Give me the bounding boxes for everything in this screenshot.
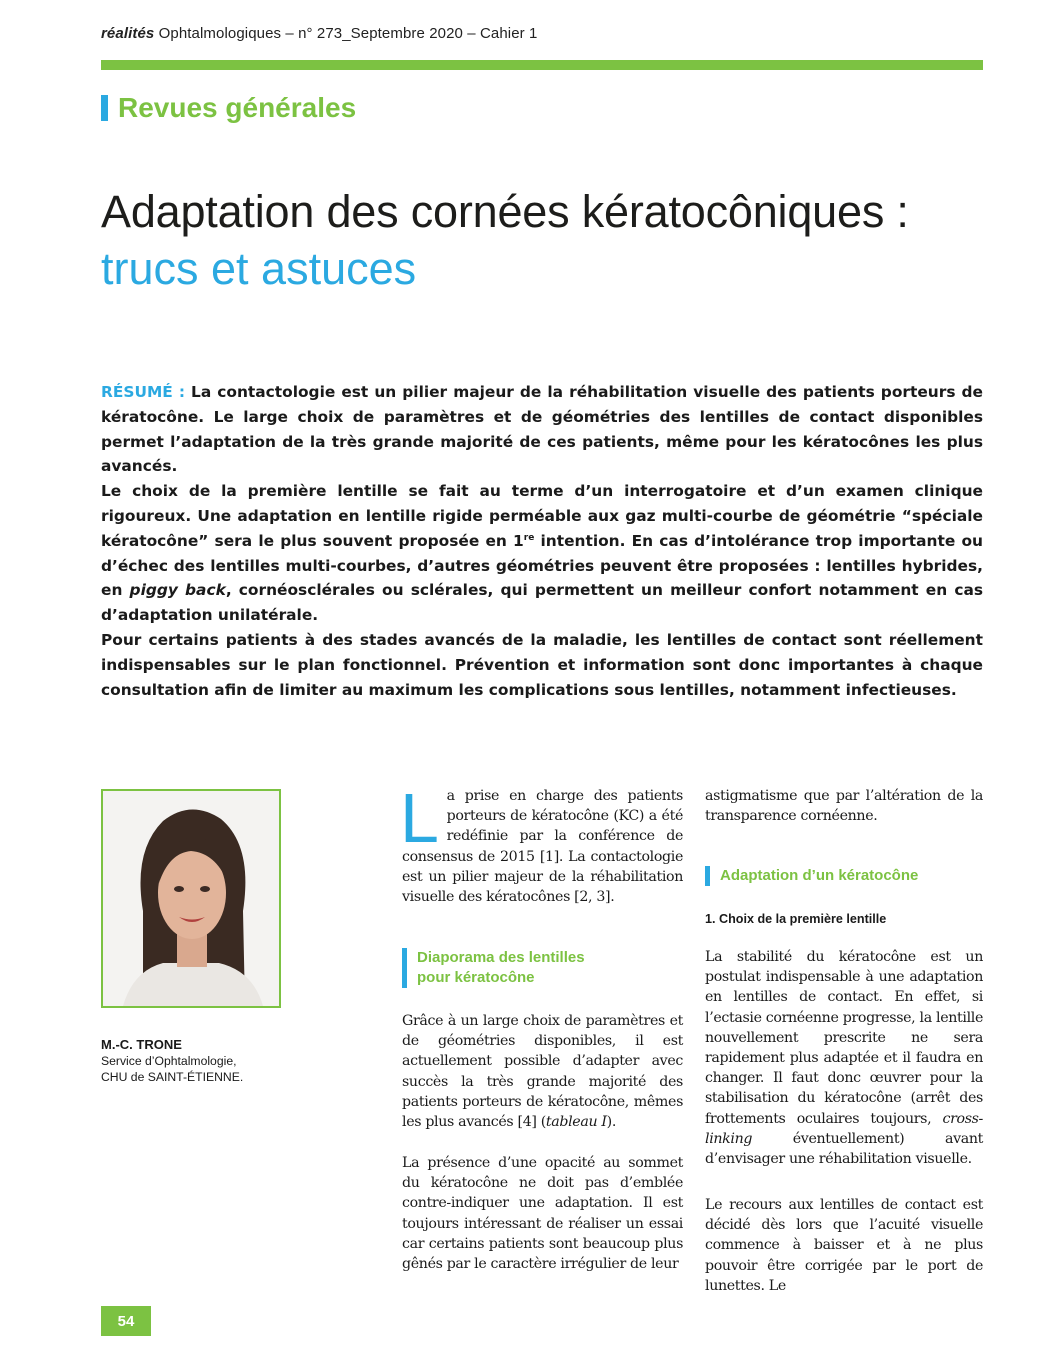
abstract-paragraph [101, 380, 983, 479]
abstract-text: , cornéosclérales ou sclérales, qui permettent un meilleur confort notamment en cas d’adaptation unilatérale. [101, 581, 983, 625]
body-paragraph: Le recours aux lentilles de contact est décidé dès lors que l’acuité visuelle commence à baisser et à ne plus pouvoir être corrigée par le port de lunettes. Le [705, 1197, 983, 1294]
cross-linking-term: cross-linking [705, 1110, 983, 1147]
abstract-paragraph: Pour certains patients à des stades avancés de la maladie, les lentilles de contact sont réellement indispensables sur le plan fonctionnel. Prévention et information sont donc importantes à chaque consultation afin de limiter au maximum les complications sous lentilles, notamment infectieuses. [101, 630, 983, 699]
running-header [101, 25, 537, 42]
body-paragraph: La présence d’une opacité au sommet du kératocône ne doit pas d’emblée contre-indiquer une adaptation. Il est toujours intéressant de réaliser un essai car certains patients sont beaucoup plus gênés par le caractère irrégulier de leur [402, 1155, 683, 1273]
abstract-text: La contactologie est un pilier majeur de la réhabilitation visuelle des patients porteurs de kératocône. Le large choix de paramètres et de géométries des lentilles de contact disponibles permet l’adaptation de la très grande majorité de ces patients, même pour les kératocônes les plus avancés. [101, 383, 983, 476]
subheading-diaporama [402, 948, 683, 988]
abstract-paragraph [101, 479, 983, 628]
journal-issue: Ophtalmologiques – n° 273_Septembre 2020 – Cahier 1 [154, 25, 538, 42]
subheading-text: Adaptation d’un kératocône [720, 867, 919, 884]
abstract [101, 380, 983, 702]
author-name: M.-C. TRONE [101, 1037, 182, 1052]
section-label-text: Revues générales [118, 92, 357, 123]
author-photo [101, 789, 281, 1008]
drop-cap: L [400, 779, 439, 857]
abstract-superscript: re [523, 532, 535, 543]
journal-brand: réalités [101, 25, 155, 42]
subsubheading: 1. Choix de la première lentille [705, 912, 887, 926]
section-label [101, 88, 356, 128]
article-subtitle: trucs et astuces [101, 243, 417, 294]
body-column-middle [400, 779, 683, 907]
header-rule [101, 60, 983, 70]
section-bar [101, 95, 108, 121]
subheading-bar [705, 866, 710, 886]
subheading [402, 948, 683, 988]
body-paragraph: Grâce à un large choix de paramètres et de géométries disponibles, il est actuellement possible d’adapter avec succès la très grande majorité des patients porteurs de kératocône, mêmes les plus avancés [4] (tableau I). [402, 1013, 683, 1131]
intro-text: a prise en charge des patients porteurs de kératocône (KC) a été redéfinie par la conférence de consensus de 2015 [1]. La contactologie est un pilier majeur de la réhabilitation visuelle des kératocônes [2, 3]. [402, 788, 683, 906]
subheading-bar [402, 948, 407, 988]
author-affiliation-hospital: CHU de SAINT-ÉTIENNE. [101, 1070, 244, 1084]
subheading [705, 866, 983, 886]
abstract-text: Le choix de la première lentille se fait au terme d’un interrogatoire et d’un examen clinique rigoureux. Une adaptation en lentille rigide perméable aux gaz multi-courbe de géométrie “spéciale kératocône” sera le plus souvent proposée en 1 [101, 482, 983, 550]
table-reference: tableau I [545, 1114, 607, 1131]
author-affiliation-service: Service d’Ophtalmologie, [101, 1054, 237, 1068]
body-paragraph: La stabilité du kératocône est un postulat indispensable à une adaptation en lentilles de contact. En effet, si l’ectasie cornéenne progresse, la lentille nouvellement prescrite ne sera rapidement plus adaptée et il faudra en changer. Il faut donc œuvrer pour la stabilisation du kératocône (arrêt des frottements oculaires toujours, cross-linking éventuellement) avant d’envisager une réhabilitation visuelle. [705, 949, 983, 1168]
intro-paragraph [400, 779, 683, 907]
subheading-adaptation [705, 866, 983, 886]
abstract-emphasis: piggy back [129, 581, 226, 600]
abstract-text: intention. En cas d’intolérance trop importante ou d’échec des lentilles multi-courbes, d’autres géométries peuvent être proposées : lentilles hybrides, en [101, 531, 984, 600]
article-title: Adaptation des cornées kératocôniques : [101, 186, 909, 237]
page-number: 54 [101, 1306, 151, 1336]
abstract-label: RÉSUMÉ : [101, 383, 185, 401]
author-portrait-image [103, 791, 279, 1006]
body-paragraph: astigmatisme que par l’altération de la transparence cornéenne. [705, 788, 983, 825]
subheading-text: Diaporama des lentilles pour kératocône [417, 949, 585, 986]
